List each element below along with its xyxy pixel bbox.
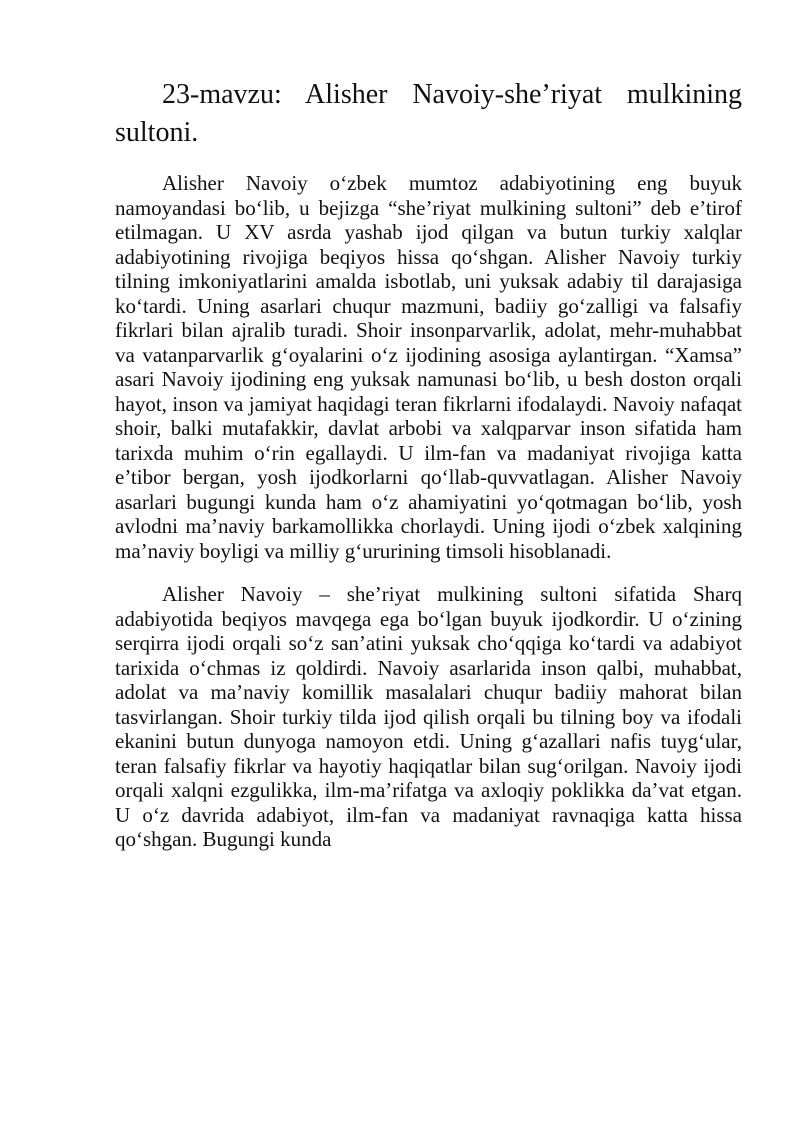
document-title: 23-mavzu: Alisher Navoiy-she’riyat mulkining sultoni. bbox=[115, 79, 742, 148]
paragraph-1: Alisher Navoiy o‘zbek mumtoz adabiyotining eng buyuk namoyandasi bo‘lib, u bejizga “she’riyat mulkining sultoni” deb e’tirof etilmagan. U XV asrda yashab ijod qilgan va butun turkiy xalqlar adabiyotining rivojiga beqiyos hissa qo‘shgan. Alisher Navoiy turkiy tilning imkoniyatlarini amalda isbotlab, uni yuksak adabiy til darajasiga ko‘tardi. Uning asarlari chuqur mazmuni, badiiy go‘zalligi va falsafiy fikrlari bilan ajralib turadi. Shoir insonparvarlik, adolat, mehr-muhabbat va vatanparvarlik g‘oyalarini o‘z ijodining asosiga aylantirgan. “Xamsa” asari Navoiy ijodining eng yuksak namunasi bo‘lib, u besh doston orqali hayot, inson va jamiyat haqidagi teran fikrlarni ifodalaydi. Navoiy nafaqat shoir, balki mutafakkir, davlat arbobi va xalqparvar inson sifatida ham tarixda muhim o‘rin egallaydi. U ilm-fan va madaniyat rivojiga katta e’tibor bergan, yosh ijodkorlarni qo‘llab-quvvatlagan. Alisher Navoiy asarlari bugungi kunda ham o‘z ahamiyatini yo‘qotmagan bo‘lib, yosh avlodni ma’naviy barkamollikka chorlaydi. Uning ijodi o‘zbek xalqining ma’naviy boyligi va milliy g‘ururining timsoli hisoblanadi. bbox=[115, 171, 742, 563]
document-page bbox=[115, 76, 742, 871]
paragraph-2: Alisher Navoiy – she’riyat mulkining sultoni sifatida Sharq adabiyotida beqiyos mavqega ega bo‘lgan buyuk ijodkordir. U o‘zining serqirra ijodi orqali so‘z san’atini yuksak cho‘qqiga ko‘tardi va adabiyot tarixida o‘chmas iz qoldirdi. Navoiy asarlarida inson qalbi, muhabbat, adolat va ma’naviy komillik masalalari chuqur badiiy mahorat bilan tasvirlangan. Shoir turkiy tilda ijod qilish orqali bu tilning boy va ifodali ekanini butun dunyoga namoyon etdi. Uning g‘azallari nafis tuyg‘ular, teran falsafiy fikrlar va hayotiy haqiqatlar bilan sug‘orilgan. Navoiy ijodi orqali xalqni ezgulikka, ilm-ma’rifatga va axloqiy poklikka da’vat etgan. U o‘z davrida adabiyot, ilm-fan va madaniyat ravnaqiga katta hissa qo‘shgan. Bugungi kunda bbox=[115, 582, 742, 851]
